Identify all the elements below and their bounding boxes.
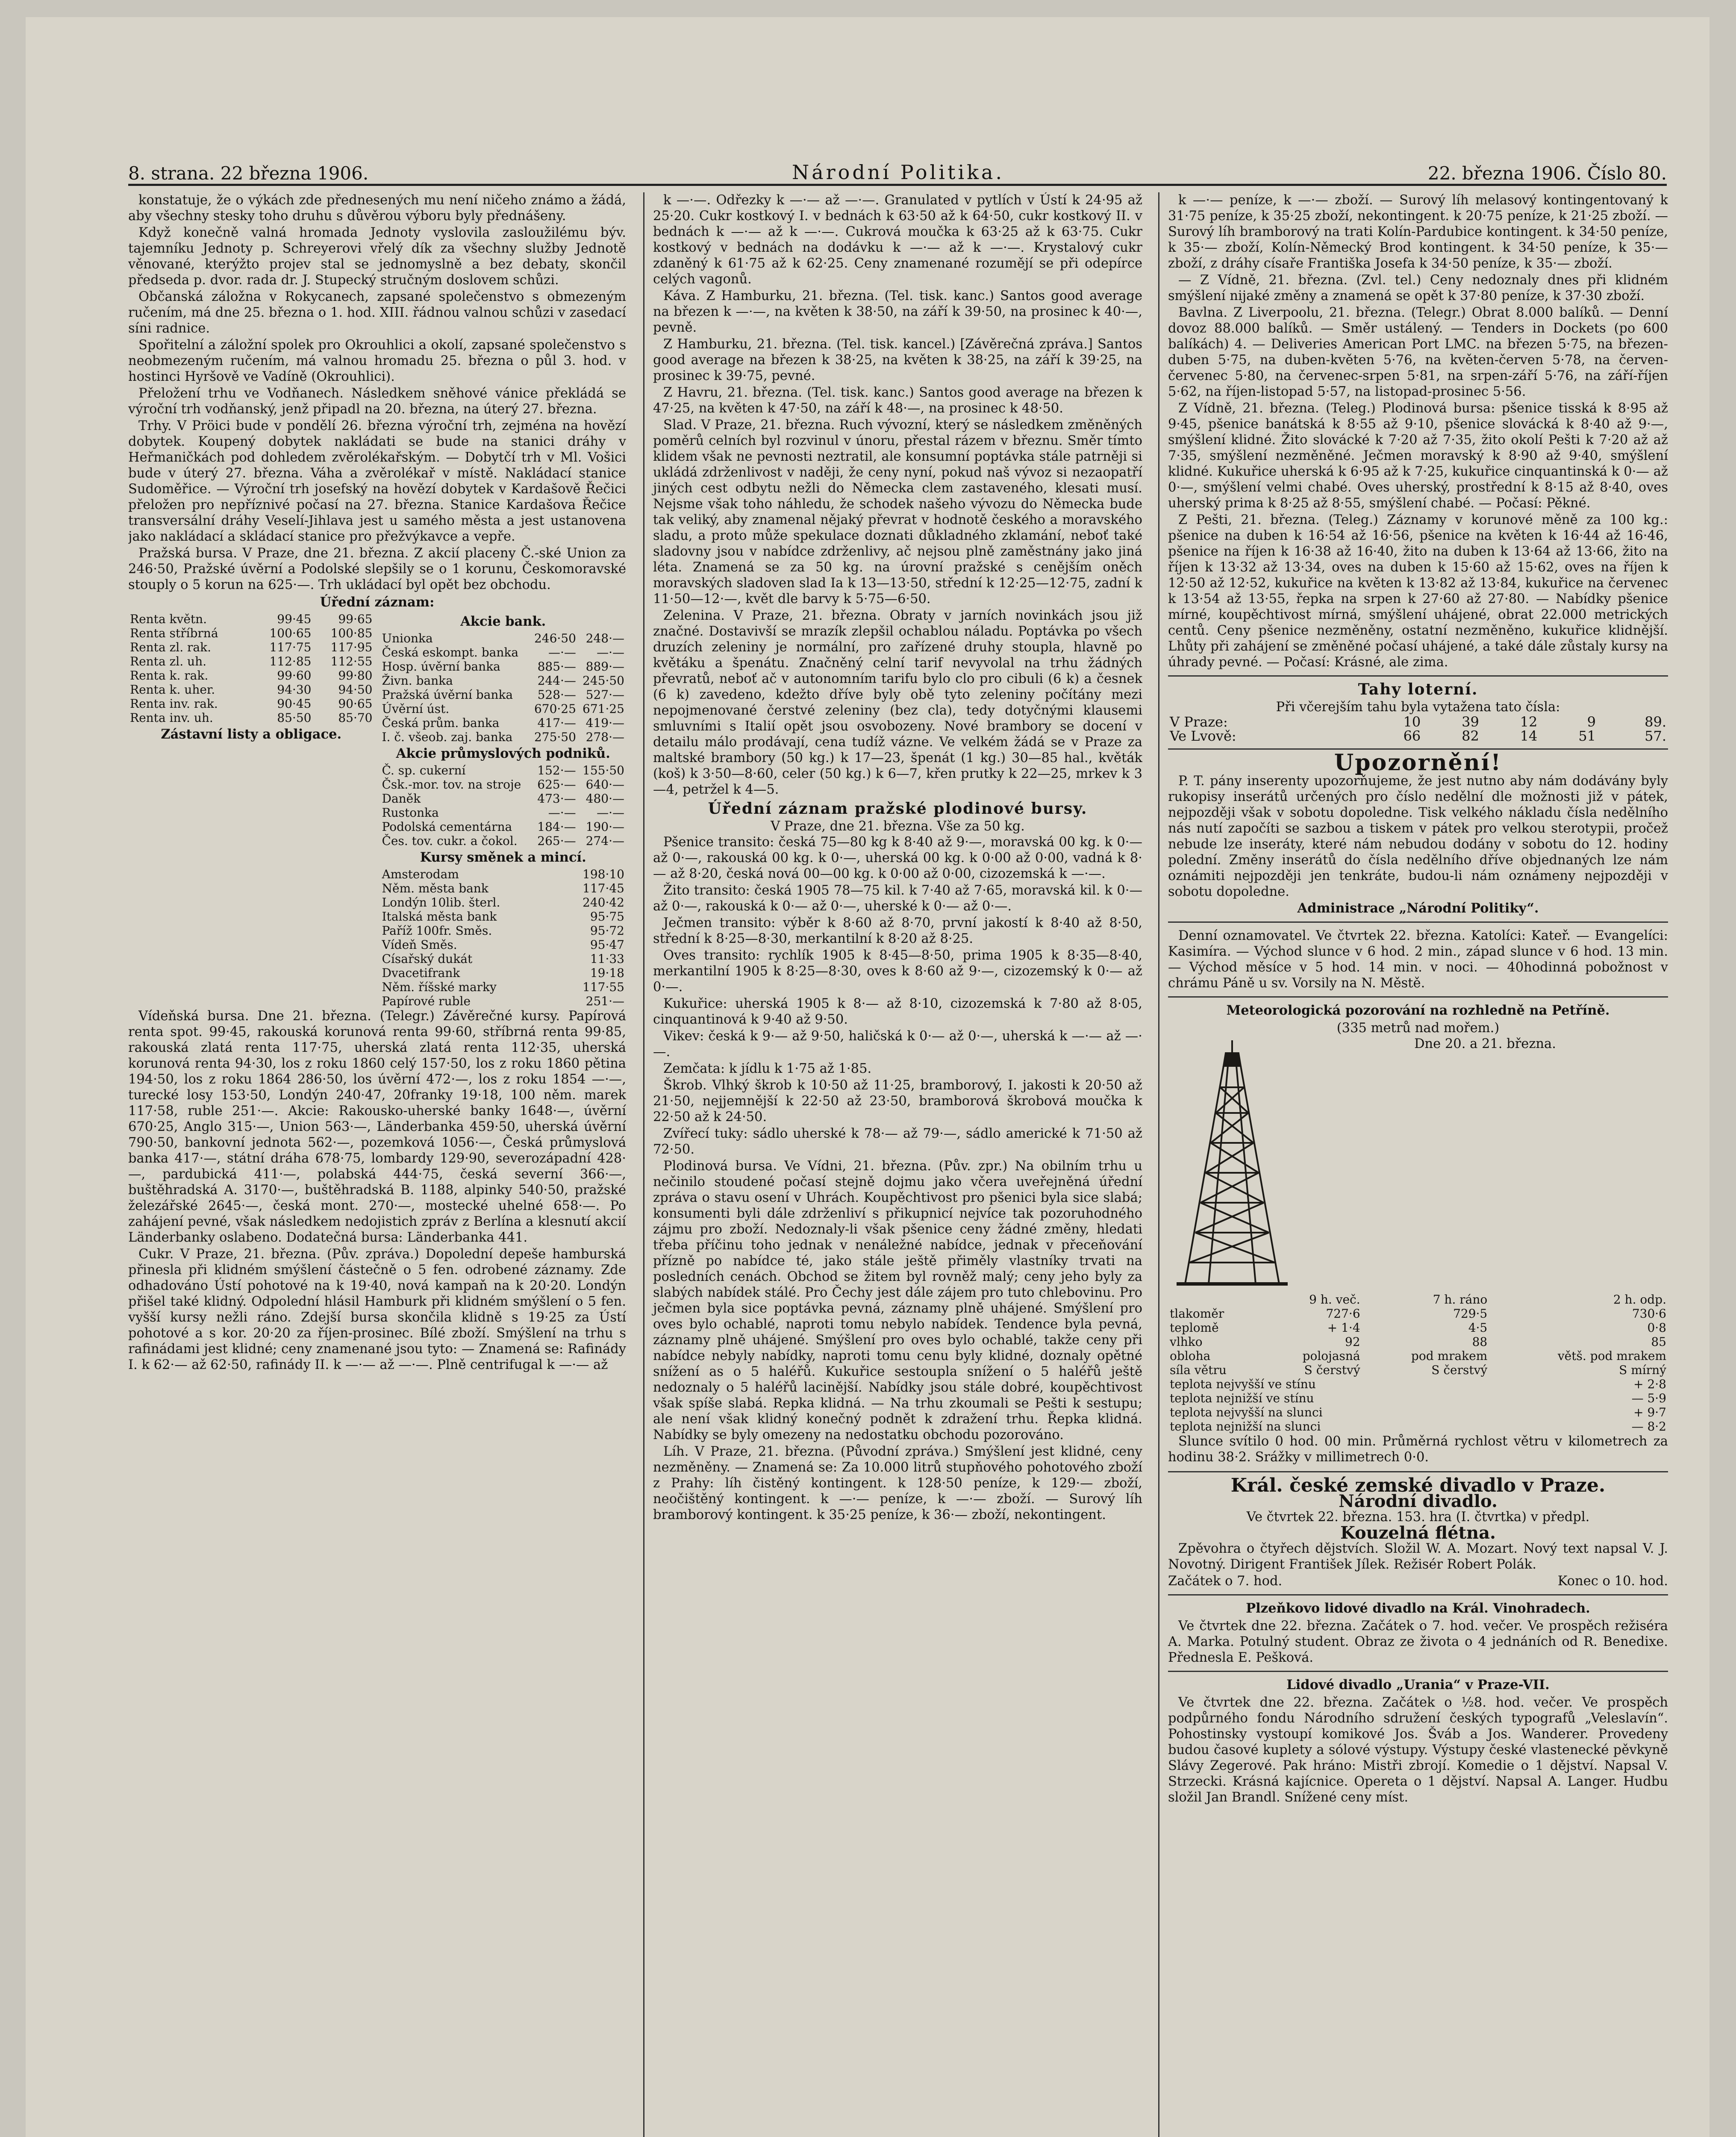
theatre-start: Začátek o 7. hod. [1168, 1574, 1283, 1589]
row-label: Renta inv. uh. [130, 711, 213, 725]
lottery-title: Tahy loterní. [1358, 680, 1478, 698]
row-label: Něm. města bank [382, 881, 488, 895]
row-label: Londýn 10lib. šterl. [382, 895, 500, 910]
row-value: 12 [1520, 714, 1538, 730]
renta-table [128, 612, 374, 725]
paragraph: Z Vídně, 21. března. (Teleg.) Plodinová bursa: pšenice tisská k 8·95 až 9·45, pšenice banátská k 8·55 až 9·10, pšenice slovácká k 8·40 až 9·—, smýšlení klidné. Žito slovácké k 7·20 až 7·35, žito okolí Pešti k 7·20 až až 7·35, smýšlení nezměněné. Ječmen moravský k 8·90 až 9·40, smýšlení klidné. Kukuřice uherská k 6·95 až k 7·25, kukuřice cinquantinská k 0·— až 0·—, smýšlení velmi chabé. Oves uherský, prostřední k 8·15 až 8·40, oves uherský prima k 8·25 až 8·55, smýšlení chabé. — Počasí: Pěkné. [1168, 401, 1668, 511]
theatre-title: Král. české zemské divadlo v Praze. [1230, 1475, 1606, 1496]
industry-table [380, 763, 627, 848]
row-label: teplota nejnižší na slunci [1170, 1419, 1321, 1433]
row-value: 14 [1520, 728, 1538, 744]
row-value: 240·42 [583, 895, 624, 910]
row-value: pod mrakem [1411, 1349, 1488, 1363]
industry-row [380, 792, 627, 806]
row-value: polojasná [1302, 1349, 1360, 1363]
row-value: 198·10 [583, 867, 624, 881]
meteo-table [1168, 1292, 1668, 1377]
bank-row [380, 631, 627, 645]
row-label: teplota nejnižší ve stínu [1170, 1391, 1314, 1405]
row-value: 94·30 [277, 683, 312, 697]
urania-text: Ve čtvrtek dne 22. března. Začátek o ½8. hod. večer. Ve prospěch podpůrného fondu Národního sdružení českých typografů „Veleslavín“. Pohostinsky vystoupí komikové Jos. Šváb a Jos. Wanderer. Provedeny budou časové kuplety a sólové výstupy. Výstupy české vlastenecké pěvkyně Slávy Zegerové. Pak hráno: Mistři zbrojí. Komedie o 1 dějství. Napsal V. Strzecki. Krásná kajícnice. Opereta o 1 dějství. Napsal A. Langer. Hudbu složil Jan Brandl. Snížené ceny míst. [1168, 1695, 1668, 1805]
row-label: Císařský dukát [382, 952, 473, 966]
bank-row [380, 716, 627, 730]
meteo-temp-row [1168, 1405, 1668, 1419]
row-label: Vídeň Směs. [382, 938, 457, 952]
exchange-table [380, 867, 627, 1008]
meteo-temp-row [1168, 1419, 1668, 1433]
row-value: 117·55 [583, 980, 624, 994]
row-value: 278·— [586, 730, 624, 744]
exchange-row [380, 980, 627, 994]
daily-indicator: Denní oznamovatel. Ve čtvrtek 22. března. Katolíci: Kateř. — Evangelíci: Kasimíra. — Východ slunce v 6 hod. 2 min., západ slunce v 6 hod. 13 min. — Východ měsíce v 5 hod. 14 min. v noci. — 40hodinná pobožnost v chrámu Páně u sv. Vorsily na N. Městě. [1168, 928, 1668, 991]
left-table-block [128, 612, 374, 1008]
paragraph: Slad. V Praze, 21. března. Ruch vývozní, který se následkem změněných poměrů celních byl rozvinul v únoru, přestal rázem v březnu. Směr tímto klidem však ne pevnosti neztratil, ale konsumní poptávka stále patrněji si ukládá zdrženlivost v naději, že ceny nyní, pokud naš vývoz si nezaopatří jiných cest odbytu nežli do Německa clem zastaveného, klesati musí. Nejsme však toho náhledu, že schodek našeho vývozu do Německa bude tak veliký, aby znamenal nějaký převrat v hodnotě českého a moravského sladu, a proto může spekulace doznati důkladného zklamání, neboť také sladovny jsou v nabídce zdrženlivy, ač nejsou plně zaměstnány jako jiná léta. Znamená se za 50 kg. na úrovní pražské s cenějším oněch moravských sladoven slad Ia k 13—13·50, střední k 12·25—12·75, zadní k 11·50—12·—, květ dle barvy k 5·75—6·50. [653, 418, 1142, 606]
row-value: 90·45 [277, 697, 312, 711]
meteo-temp-row [1168, 1377, 1668, 1391]
row-label: Renta zl. rak. [130, 640, 211, 654]
exchange-row [380, 994, 627, 1008]
renta-row [128, 626, 374, 640]
theatre-times [1168, 1573, 1668, 1589]
paragraph: k —·—. Odřezky k —·— až —·—. Granulated v pytlích v Ústí k 24·95 až 25·20. Cukr kostkový I. v bednách k 63·50 až k 64·50, cukr kostkový II. v bednách k —·— až k —·—. Cukrová moučka k 63·25 až k 63·75. Cukr kostkový v bednách na dodávku k —·— až k —·—. Krystalový cukr zdaněný k 61·75 až k 62·25. Ceny znamenané rozumějí se při odepírce celých vagonů. [653, 193, 1142, 287]
petrin-tower-illustration [1168, 1036, 1296, 1292]
row-label: Papírové ruble [382, 994, 471, 1008]
row-label: Ve Lvově: [1170, 728, 1236, 744]
notice-text: P. T. pány inserenty upozorňujeme, že jest nutno aby nám dodávány byly rukopisy inserátů určených pro číslo nedělní dle možnosti již v pátek, nejpozději však v sobotu dopoledne. Tisk velkého nákladu čísla nedělního nás nutí započíti se sazbou a tiskem v pátek pro velkou sterotypii, pročež nebude lze inseráty, které nám nebudou dodány v sobotu do 12. hodiny polední. Změny inserátů do čísla nedělního dříve objednaných lze nám oznámiti nejpozději jen tenkráte, budou-li nám oznámeny nejpozději v sobotu dopoledne. [1168, 774, 1668, 899]
row-label: Amsterodam [382, 867, 459, 881]
row-value: S čerstvý [1304, 1363, 1360, 1377]
paragraph: Přeložení trhu ve Vodňanech. Následkem sněhové vánice překládá se výroční trh vodňanský, jenž připadl na 20. března, na úterý 27. března. [128, 386, 626, 417]
row-value: 10 [1403, 714, 1421, 730]
row-value: 39 [1462, 714, 1479, 730]
row-value: 729·5 [1453, 1307, 1488, 1321]
industry-title: Akcie průmyslových podniků. [396, 746, 610, 761]
meteo-title: Meteorologická pozorování na rozhledně na Petříně. [1226, 1003, 1610, 1018]
row-value: 640·— [586, 777, 624, 792]
row-value: 95·47 [590, 938, 624, 952]
paragraph: Vikev: česká k 9·— až 9·50, haličská k 0·— až 0·—, uherská k —·— až —·—. [653, 1029, 1142, 1060]
row-value: 99·65 [338, 612, 373, 626]
row-value: 528·— [537, 688, 576, 702]
row-value: 152·— [537, 763, 576, 777]
row-value: 4·5 [1468, 1321, 1488, 1335]
paragraph: Z Pešti, 21. března. (Teleg.) Záznamy v korunové měně za 100 kg.: pšenice na duben k 16·54 až 16·56, pšenice na květen k 16·44 až 16·46, pšenice na říjen k 16·38 až 16·40, žito na duben k 13·64 až 13·66, žito na říjen k 13·32 až 13·34, oves na duben k 15·60 až 15·62, oves na říjen k 12·50 až 12·52, kukuřice na květen k 13·82 až 13·84, kukuřice na červenec k 13·54 až 13·55, řepka na srpen k 27·60 až 27·80. — Nabídky pšenice mírné, koupěchtivost mírná, smýšlení uhájené, obrat 22.000 metrických centů. Ceny pšenice nezměněny, ostatní nezměněno, kukuřice klidnější. Lhůty při zahájení se změněné počasí uhájené, a také dále zůstaly kursy na úhrady pevné. — Počasí: Krásné, ale zima. [1168, 512, 1668, 670]
row-value: 419·— [586, 716, 624, 730]
row-value: 727·6 [1326, 1307, 1360, 1321]
right-table-block [380, 612, 627, 1008]
row-label: tlakoměr [1170, 1307, 1224, 1321]
paragraph: Spořitelní a záložní spolek pro Okrouhlici a okolí, zapsané společenstvo s neobmezeným ručením, má valnou hromadu 25. března o půl 3. hod. v hostinci Hyršově ve Vadíně (Okrouhlici). [128, 338, 626, 384]
row-value: 94·50 [338, 683, 373, 697]
row-value: 251·— [586, 994, 624, 1008]
bank-row [380, 688, 627, 702]
row-value: 92 [1345, 1335, 1360, 1349]
exchange-row [380, 895, 627, 910]
row-label: Pražská úvěrní banka [382, 688, 513, 702]
row-label: teplota nejvyšší ve stínu [1170, 1377, 1316, 1391]
lottery-row [1168, 729, 1668, 743]
row-value: 244·— [537, 674, 576, 688]
row-value: 88 [1472, 1335, 1488, 1349]
renta-row [128, 640, 374, 654]
row-value: 246·50 [534, 631, 576, 645]
row-value: 90·65 [338, 697, 373, 711]
row-value: 85·50 [277, 711, 312, 725]
row-value: 625·— [537, 777, 576, 792]
paragraph: Škrob. Vlhký škrob k 10·50 až 11·25, bramborový, I. jakosti k 20·50 až 21·50, nejjemnější k 22·50 až 23·50, bramborová škrobová moučka k 22·50 až k 24·50. [653, 1078, 1142, 1124]
lottery-intro: Při včerejším tahu byla vytažena tato čísla: [1276, 700, 1560, 715]
industry-row [380, 834, 627, 848]
row-value: 99·80 [338, 668, 373, 683]
divider [1168, 1471, 1668, 1472]
paragraph: — Z Vídně, 21. března. (Zvl. tel.) Ceny nedoznaly dnes při klidném smýšlení nijaké změny a znamená se opět k 37·80 peníze, k 37·30 zboží. [1168, 273, 1668, 303]
exchange-row [380, 910, 627, 924]
bank-row [380, 645, 627, 659]
row-value: 275·50 [534, 730, 576, 744]
row-value: 248·— [586, 631, 624, 645]
meteo-subtitle: (335 metrů nad mořem.) [1336, 1021, 1500, 1036]
notice-signature: Administrace „Národní Politiky“. [1297, 901, 1539, 916]
paragraph: Zemčata: k jídlu k 1·75 až 1·85. [663, 1061, 872, 1076]
row-value: 480·— [586, 792, 624, 806]
meteo-temps [1168, 1377, 1668, 1433]
row-value: + 9·7 [1633, 1405, 1666, 1419]
paragraph: Káva. Z Hamburku, 21. března. (Tel. tisk. kanc.) Santos good average na březen k —·—, na květen k 38·50, na září k 39·50, na prosinec k 40·—, pevně. [653, 288, 1142, 335]
paragraph: Občanská záložna v Rokycanech, zapsané společenstvo s obmezeným ručením, má dne 25. března o 1. hod. XIII. řádnou valnou schůzi v zasedací síni radnice. [128, 289, 626, 336]
row-value: 99·45 [277, 612, 312, 626]
row-value: 51 [1578, 728, 1596, 744]
renta-row [128, 612, 374, 626]
row-value: 117·75 [269, 640, 312, 654]
paragraph: Když konečně valná hromada Jednoty vyslovila zasloužilému býv. tajemníku Jednoty p. Schreyerovi vřelý dík za všechny služby Jednotě věnované, kterýžto projev stal se jednomyslně a bez debaty, skončil předseda p. dvor. rada dr. J. Stupecký stručným doslovem schůzi. [128, 225, 626, 288]
row-value: 85·70 [338, 711, 373, 725]
row-value: —·— [597, 645, 624, 659]
paragraph: Z Havru, 21. března. (Tel. tisk. kanc.) Santos good average na březen k 47·25, na květen k 47·50, na září k 48·—, na prosinec k 48·50. [653, 385, 1142, 416]
row-value: 57. [1645, 728, 1666, 744]
renta-row [128, 711, 374, 725]
row-value: — 8·2 [1631, 1419, 1666, 1433]
row-label: V Praze: [1170, 714, 1228, 730]
masthead: Národní Politika. [791, 161, 1005, 184]
meteo-header: 2 h. odp. [1613, 1292, 1666, 1307]
exchange-title: Kursy směnek a mincí. [420, 850, 586, 865]
divider [1168, 1594, 1668, 1595]
paragraph: Bavlna. Z Liverpoolu, 21. března. (Telegr.) Obrat 8.000 balíků. — Denní dovoz 88.000 balíků. — Směr ustálený. — Tenders in Dockets (po 600 balíkách) 4. — Deliveries American Port LMC. na březen 5·75, na březen-duben 5·75, na duben-květen 5·76, na květen-červen 5·78, na červen-červenec 5·80, na červenec-srpen 5·81, na srpen-září 5·76, na září-říjen 5·62, na říjen-listopad 5·57, na listopad-prosinec 5·56. [1168, 305, 1668, 399]
section-heading: Úřední záznam pražské plodinové bursy. [708, 800, 1088, 818]
row-value: 184·— [537, 820, 576, 834]
row-label: síla větru [1170, 1363, 1227, 1377]
plzenek-text: Ve čtvrtek dne 22. března. Začátek o 7. hod. večer. Ve prospěch režiséra A. Marka. Potulný student. Obraz ze života o 4 jednáních od R. Benedixe. Přednesla E. Pešková. [1168, 1619, 1668, 1665]
header-left: 8. strana. 22 března 1906. [128, 163, 369, 184]
row-value: 417·— [537, 716, 576, 730]
row-label: I. č. všeob. zaj. banka [382, 730, 513, 744]
paragraph: Zvířecí tuky: sádlo uherské k 78·— až 79·—, sádlo americké k 71·50 až 72·50. [653, 1126, 1142, 1157]
row-value: S čerstvý [1431, 1363, 1488, 1377]
industry-row [380, 763, 627, 777]
row-value: 155·50 [583, 763, 624, 777]
zastavni-title: Zástavní listy a obligace. [161, 727, 342, 742]
bank-row [380, 674, 627, 688]
newspaper-page [26, 17, 1710, 2137]
exchange-row [380, 881, 627, 895]
row-label: Renta k. rak. [130, 668, 209, 683]
row-label: Paříž 100fr. Směs. [382, 924, 492, 938]
paragraph: k —·— peníze, k —·— zboží. — Surový líh melasový kontingentovaný k 31·75 peníze, k 35·25 zboží, nekontingent. k 20·75 peníze, k 21·25 zboží. — Surový líh bramborový na trati Kolín-Pardubice kontingent. k 34·50 peníze, k 35·— zboží, Kolín-Německý Brod kontingent. k 34·50 peníze, k 35·— zboží, z dráhy císaře Františka Josefa k 34·50 peníze, k 35·— zboží. [1168, 193, 1668, 271]
industry-row [380, 820, 627, 834]
row-label: Čsk.-mor. tov. na stroje [382, 777, 521, 792]
row-label: Italská města bank [382, 910, 497, 924]
paragraph: konstatuje, že o výkách zde přednesených mu není ničeho známo a žádá, aby všechny stesky toho druhu s důvěrou výboru byly přednášeny. [128, 193, 626, 224]
page-header [128, 145, 1667, 186]
paragraph: Z Hamburku, 21. března. (Tel. tisk. kancel.) [Závěrečná zpráva.] Santos good average na březen k 38·25, na květen k 38·25, na září k 39·25, na prosinec k 39·75, pevné. [653, 337, 1142, 383]
paragraph: Líh. V Praze, 21. března. (Původní zpráva.) Smýšlení jest klidné, ceny nezměněny. — Znamená se: Za 10.000 litrů stupňového pohotového zboží z Prahy: líh čistěný kontingent. k 128·50 peníze, k 129·— zboží, neočištěný kontingent. k —·— peníze, k —·— zboží. — Surový líh bramborový kontingent. k 35·25 peníze, k 36·— zboží, nekontingent. [653, 1444, 1142, 1522]
renta-row [128, 668, 374, 683]
row-value: 100·85 [330, 626, 373, 640]
row-value: větš. pod mrakem [1557, 1349, 1666, 1363]
row-value: 85 [1651, 1335, 1666, 1349]
row-label: Daněk [382, 792, 421, 806]
meteo-extra: Slunce svítilo 0 hod. 00 min. Průměrná rychlost větru v kilometrech za hodinu 38·2. Srážky v millimetrech 0·0. [1168, 1434, 1668, 1465]
row-value: 66 [1403, 728, 1421, 744]
bank-table [380, 631, 627, 744]
industry-row [380, 806, 627, 820]
row-label: Česká eskompt. banka [382, 645, 519, 659]
row-value: 885·— [537, 659, 576, 674]
row-value: — 5·9 [1631, 1391, 1666, 1405]
table-title: Úřední záznam: [320, 595, 435, 610]
row-value: 112·55 [330, 654, 373, 668]
paragraph: Kukuřice: uherská 1905 k 8·— až 8·10, cizozemská k 7·80 až 8·05, cinquantinová k 9·40 až 9·50. [653, 996, 1142, 1027]
row-value: 11·33 [590, 952, 624, 966]
meteo-row [1168, 1363, 1668, 1377]
theatre-play: Kouzelná flétna. [1340, 1523, 1496, 1543]
row-label: Česká prům. banka [382, 716, 500, 730]
paragraph: Žito transito: česká 1905 78—75 kil. k 7·40 až 7·65, moravská kil. k 0·— až 0·—, rakouská k 0·— až 0·—, uherské k 0·— až 0·—. [653, 883, 1142, 914]
theatre-end: Konec o 10. hod. [1557, 1574, 1668, 1589]
row-label: obloha [1170, 1349, 1211, 1363]
meteo-temp-row [1168, 1391, 1668, 1405]
meteo-header: 7 h. ráno [1433, 1292, 1488, 1307]
header-right: 22. března 1906. Číslo 80. [1427, 163, 1667, 184]
row-value: 730·6 [1632, 1307, 1666, 1321]
divider [1168, 1671, 1668, 1672]
row-value: 670·25 [534, 702, 576, 716]
row-label: Renta stříbrná [130, 626, 218, 640]
paragraph: Vídeňská bursa. Dne 21. března. (Telegr.) Závěrečné kursy. Papírová renta spot. 99·45, rakouská korunová renta 99·60, stříbrná renta 99·85, rakouská zlatá renta 117·75, uherská zlatá renta 112·35, uherská korunová renta 94·30, los z roku 1860 celý 157·50, los z roku 1860 pětina 194·50, los z roku 1864 286·50, los úvěrní 472·—, los z roku 1854 —·—, turecké losy 153·50, Londýn 240·47, 20franky 19·18, 100 něm. marek 117·58, ruble 251·—. Akcie: Rakousko-uherské banky 1648·—, úvěrní 670·25, Anglo 315·—, Union 563·—, Länderbanka 459·50, uherská úvěrní 790·50, bankovní jednota 562·—, pozemková 1056·—, Česká průmyslová banka 417·—, státní dráha 678·75, lombardy 129·90, severozápadní 428·—, pardubická 411·—, polabská 444·75, česká severní 366·—, buštěhradská A. 3170·—, buštěhradská B. 1188, alpinky 540·50, pražské železářské 2645·—, česká mont. 270·—, mostecké uhelné 658·—. Po zahájení pevné, však následkem nedojistich zpráv z Berlína a klesnutí akcií Länderbanky oslabeno. Dodatečná bursa: Länderbanka 441. [128, 1009, 626, 1245]
theatre-subtitle: Národní divadlo. [1339, 1491, 1498, 1511]
meteo-row [1168, 1307, 1668, 1321]
row-value: 9 [1587, 714, 1596, 730]
renta-row [128, 654, 374, 668]
row-value: 100·65 [269, 626, 312, 640]
row-label: Hosp. úvěrní banka [382, 659, 500, 674]
row-label: teplota nejvyšší na slunci [1170, 1405, 1323, 1419]
row-value: 82 [1462, 728, 1479, 744]
paragraph: Zelenina. V Praze, 21. března. Obraty v jarních novinkách jsou již značné. Dostavivší se mrazík zlepšil ochablou náladu. Poptávka po všech druzích zeleniny je normální, pro zařízené druhy stoupla, hlavně po květáku a špenátu. Značněný celní tarif nevyvolal na trhu žádných převratů, neboť ač v autonomním tarifu bylo clo pro cibuli (6 k) a česnek (6 k) zavedeno, kdežto dříve byly obě tyto zeleniny počítány mezi nepojmenované čerstvé zeleniny (bez cla), tedy dotyčnými klausemi smluvními s Italií opět jsou osvobozeny. Nové brambory se docení v detailu málo prodávají, cena tudíž vázne. Ve velkém žádá se v Praze za maltské brambory (50 kg.) k 17—23, špenát (1 kg.) 30—85 hal., květák (koš) k 3·50—8·60, celer (50 kg.) k 6—7, křen prutky k 22—25, mrkev k 3—4, petržel k 4—5. [653, 608, 1142, 797]
row-value: 112·85 [269, 654, 312, 668]
bourse-tables [128, 612, 626, 1008]
row-value: 99·60 [277, 668, 312, 683]
row-label: Dvacetifrank [382, 966, 460, 980]
row-value: —·— [597, 806, 624, 820]
row-value: 671·25 [583, 702, 624, 716]
row-label: Rustonka [382, 806, 439, 820]
row-value: 473·— [537, 792, 576, 806]
row-value: 95·72 [590, 924, 624, 938]
industry-row [380, 777, 627, 792]
meteo-block [1168, 1036, 1668, 1466]
row-label: Čes. tov. cukr. a čokol. [382, 834, 518, 848]
exchange-row [380, 867, 627, 881]
row-value: 117·45 [583, 881, 624, 895]
row-value: 527·— [586, 688, 624, 702]
meteo-row [1168, 1335, 1668, 1349]
row-value: + 1·4 [1327, 1321, 1360, 1335]
paragraph: Oves transito: rychlík 1905 k 8·45—8·50, prima 1905 k 8·35—8·40, merkantilní 1905 k 8·25—8·30, oves k 8·60 až 9·—, cizozemský k 0·— až 0·—. [653, 948, 1142, 995]
exchange-row [380, 966, 627, 980]
bank-row [380, 702, 627, 716]
row-value: 274·— [586, 834, 624, 848]
row-label: vlhko [1170, 1335, 1203, 1349]
paragraph: Plodinová bursa. Ve Vídni, 21. března. (Pův. zpr.) Na obilním trhu u nečinilo stoudené počasí stejně dojmu jako včera uveřejněná úřední zpráva o stavu osení v Uhrách. Koupěchtivost pro pšenici byla sice slabá; konsumenti byli dále zdrženliví s přikupnicí nejvíce tak pozoruhodného zájmu pro zboží. Nedoznaly-li však pšenice ceny žádné změny, hledati třeba příčinu toho jednak v nenáležné nabídce, jednak v přeceňování přízně po nabídce té, jako stále ještě přiměly vlastníky trvati na posledních cenách. Obchod se žitem byl rovněž malý; ceny jeho byly za slabých nabídek stálé. Pro Čechy jest dále zájem pro tuto chlebovinu. Pro ječmen byla sice poptávka pevná, záznamy plně uhájené. Smýšlení pro oves bylo ochablé, naproti tomu nebylo nabídek. Tendence byla pevná, záznamy plně uhájené. Smýšlení pro oves bylo ochablé, takže ceny při nabídce nebyly nabídky, naproti tomu cenu byly klidné, doznaly opětné snížení as o 5 haléřů. Kukuřice sestoupla snížení o 5 haléřů ještě nedoznaly o 5 haléřů lacinější. Nabídky jsou stále dobré, koupěchtivost však spíše slabá. Repka klidná. — Na trhu zkoumali se Pešti k sestupu; ale není však klidný konečný podnět k zdražení trhu. Řepka klidná. Nabídky se byly omezeny na nedostatku obchodu pozorováno. [653, 1159, 1142, 1442]
divider [1168, 996, 1668, 998]
renta-row [128, 683, 374, 697]
urania-title: Lidové divadlo „Urania“ v Praze-VII. [1286, 1677, 1550, 1693]
bank-title: Akcie bank. [460, 614, 546, 629]
paragraph: Pšenice transito: česká 75—80 kg k 8·40 až 9·—, moravská 00 kg. k 0·— až 0·—, rakouská 00 kg. k 0·—, uherská 00 kg. k 0·00 až 0·00, vadná k 8·— až 8·20, česká nová 00—00 kg. k 0·00 až 0·00, cizozemská k —·—. [653, 835, 1142, 881]
row-value: 190·— [586, 820, 624, 834]
exchange-row [380, 924, 627, 938]
row-label: Něm. říšské marky [382, 980, 497, 994]
row-value: 0·8 [1647, 1321, 1666, 1335]
row-label: Renta inv. rak. [130, 697, 218, 711]
row-label: Renta květn. [130, 612, 207, 626]
exchange-row [380, 952, 627, 966]
row-value: —·— [548, 645, 576, 659]
row-value: —·— [548, 806, 576, 820]
row-value: 245·50 [583, 674, 624, 688]
column-3 [1158, 192, 1668, 2137]
paragraph: Cukr. V Praze, 21. března. (Pův. zpráva.) Dopolední depeše hamburská přinesla při klidném smýšlení částečně o 5 fen. odrobené záznamy. Zde odhadováno Ústí pohotové na k 19·40, nová kampaň na k 20·20. Londýn přišel také klidný. Odpolední hlásil Hamburk při klidném smýšlení o 5 fen. vyšší kursy nežli ráno. Zdejší bursa skončila klidně s 19·25 za Ústí pohotové a s kor. 20·20 za říjen-prosinec. Bílé zboží. Smýšlení na trhu s rafinádami jest klidné; ceny znamenané jsou tyto: — Znamená se: Rafinády I. k 62·— až 62·50, rafinády II. k —·— až —·—. Plně centrifugal k —·— až [128, 1247, 626, 1372]
row-label: Podolská cementárna [382, 820, 512, 834]
divider [1168, 921, 1668, 923]
row-value: 889·— [586, 659, 624, 674]
exchange-row [380, 938, 627, 952]
row-value: 95·75 [590, 910, 624, 924]
bank-row [380, 730, 627, 744]
renta-row [128, 697, 374, 711]
paragraph: Pražská bursa. V Praze, dne 21. března. Z akcií placeny Č.-ské Union za 246·50, Pražské úvěrní a Podolské slepšily se o 1 korunu, Českomoravské stouply o 5 korun na 625·—. Trh ukládací byl opět bez obchodu. [128, 546, 626, 592]
row-label: Úvěrní úst. [382, 702, 450, 716]
section-subheading: V Praze, dne 21. března. Vše za 50 kg. [771, 819, 1025, 834]
meteo-row [1168, 1321, 1668, 1335]
lottery-row [1168, 715, 1668, 729]
lottery-table [1168, 715, 1668, 743]
row-label: Živn. banka [382, 674, 453, 688]
row-label: Renta zl. uh. [130, 654, 207, 668]
theatre-line: Ve čtvrtek 22. března. 153. hra (I. čtvrtka) v předpl. [1246, 1510, 1590, 1525]
column-2 [643, 192, 1142, 2137]
meteo-date: Dne 20. a 21. března. [1414, 1036, 1556, 1051]
row-value: 89. [1645, 714, 1666, 730]
plzenek-title: Plzeňkovo lidové divadlo na Král. Vinohradech. [1246, 1601, 1590, 1616]
meteo-header: 9 h. več. [1309, 1292, 1360, 1307]
row-value: + 2·8 [1633, 1377, 1666, 1391]
row-label: Č. sp. cukerní [382, 763, 466, 777]
notice-title: Upozornění! [1334, 750, 1502, 776]
row-value: 19·18 [590, 966, 624, 980]
column-1 [128, 192, 626, 2137]
theatre-description: Zpěvohra o čtyřech dějstvích. Složil W. A. Mozart. Nový text napsal V. J. Novotný. Dirigent František Jílek. Režisér Robert Polák. [1168, 1541, 1668, 1572]
divider [1168, 675, 1668, 677]
row-value: 117·95 [330, 640, 373, 654]
meteo-row [1168, 1349, 1668, 1363]
row-label: Unionka [382, 631, 433, 645]
paragraph: Trhy. V Pröici bude v pondělí 26. března výroční trh, zejména na hovězí dobytek. Koupený dobytek nakládati se bude na stanici dráhy v Heřmaničkách pod dohledem zvěrolékařským. — Dobytčí trh v Ml. Vošici bude v úterý 27. března. Váha a zvěrolékař v místě. Nakládací stanice Sudoměřice. — Výroční trh josefský na hovězí dobytek v Kardašově Řečici přeložen pro nepříznivé počasí na 27. března. Stanice Kardašova Řečice transversální dráhy Veselí-Jihlava jest u samého města a jest ustanovena jako nakládací a skládací stanice pro přežvýkavce a vepře. [128, 418, 626, 544]
row-value: 265·— [537, 834, 576, 848]
row-label: Renta k. uher. [130, 683, 215, 697]
row-label: teplomě [1170, 1321, 1219, 1335]
row-value: S mírný [1619, 1363, 1666, 1377]
bank-row [380, 659, 627, 674]
paragraph: Ječmen transito: výběr k 8·60 až 8·70, první jakostí k 8·40 až 8·50, střední k 8·25—8·30, merkantilní k 8·20 až 8·25. [653, 915, 1142, 946]
